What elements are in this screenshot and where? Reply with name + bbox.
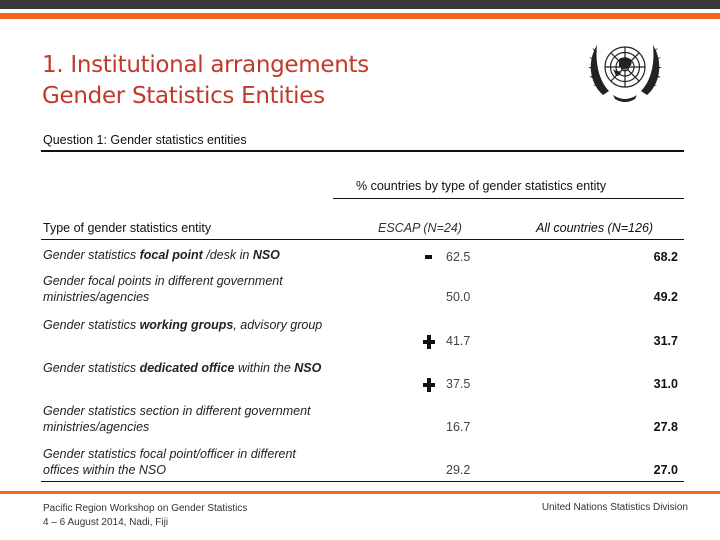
column-header-type: Type of gender statistics entity bbox=[43, 221, 212, 235]
footer-event-title: Pacific Region Workshop on Gender Statistics bbox=[43, 503, 248, 514]
escap-value: 62.5 bbox=[446, 250, 471, 264]
plus-icon bbox=[422, 335, 436, 349]
row-label-part: focal point bbox=[139, 248, 203, 262]
top-decor-bar bbox=[0, 0, 720, 19]
row-label bbox=[43, 403, 333, 435]
minus-icon bbox=[422, 251, 436, 265]
row-label-part: dedicated office bbox=[139, 361, 235, 375]
row-label-part: Gender statistics bbox=[43, 318, 140, 332]
title-line-2: Gender Statistics Entities bbox=[42, 83, 325, 109]
footer-orange-line bbox=[0, 491, 720, 494]
row-label-part: , advisory group bbox=[233, 318, 323, 332]
plus-icon bbox=[422, 378, 436, 392]
row-label-part: working groups bbox=[139, 318, 234, 332]
row-label-part: /desk in bbox=[202, 248, 253, 262]
all-countries-value: 31.0 bbox=[653, 377, 678, 391]
row-label-part: NSO bbox=[294, 361, 322, 375]
all-countries-value: 27.8 bbox=[653, 420, 678, 434]
row-label-part: Gender statistics section in different government ministries/agencies bbox=[43, 404, 311, 434]
row-label-part: NSO bbox=[252, 248, 280, 262]
footer-event bbox=[43, 502, 247, 530]
escap-value: 41.7 bbox=[446, 334, 471, 348]
all-countries-value: 68.2 bbox=[653, 250, 678, 264]
all-countries-value: 27.0 bbox=[653, 463, 678, 477]
escap-value: 50.0 bbox=[446, 290, 471, 304]
column-header-all: All countries (N=126) bbox=[536, 221, 654, 235]
table-bottom-rule bbox=[41, 481, 684, 482]
row-label bbox=[43, 247, 333, 263]
row-label-part: Gender focal points in different government ministries/agencies bbox=[43, 274, 283, 304]
question-heading: Question 1: Gender statistics entities bbox=[43, 133, 247, 147]
footer-event-date: 4 – 6 August 2014, Nadi, Fiji bbox=[43, 517, 169, 528]
row-label-part: within the bbox=[234, 361, 295, 375]
percent-header: % countries by type of gender statistics entity bbox=[356, 179, 607, 193]
escap-value: 37.5 bbox=[446, 377, 471, 391]
slide-title bbox=[42, 50, 369, 112]
question-underline bbox=[41, 150, 684, 152]
percent-header-rule bbox=[333, 198, 684, 199]
escap-value: 29.2 bbox=[446, 463, 471, 477]
row-label-part: Gender statistics bbox=[43, 361, 140, 375]
row-label bbox=[43, 446, 333, 478]
row-label bbox=[43, 273, 333, 305]
header-rule bbox=[41, 239, 684, 240]
title-line-1: 1. Institutional arrangements bbox=[42, 52, 369, 78]
all-countries-value: 31.7 bbox=[653, 334, 678, 348]
row-label bbox=[43, 317, 333, 333]
column-header-escap: ESCAP (N=24) bbox=[378, 221, 462, 235]
top-dark-stripe bbox=[0, 0, 720, 9]
escap-value: 16.7 bbox=[446, 420, 471, 434]
row-label-part: Gender statistics focal point/officer in different offices within the NSO bbox=[43, 447, 296, 477]
row-label-part: Gender statistics bbox=[43, 248, 140, 262]
un-emblem-icon bbox=[583, 33, 667, 109]
all-countries-value: 49.2 bbox=[653, 290, 678, 304]
footer-organization: United Nations Statistics Division bbox=[541, 502, 688, 513]
row-label bbox=[43, 360, 333, 376]
top-orange-stripe bbox=[0, 13, 720, 19]
